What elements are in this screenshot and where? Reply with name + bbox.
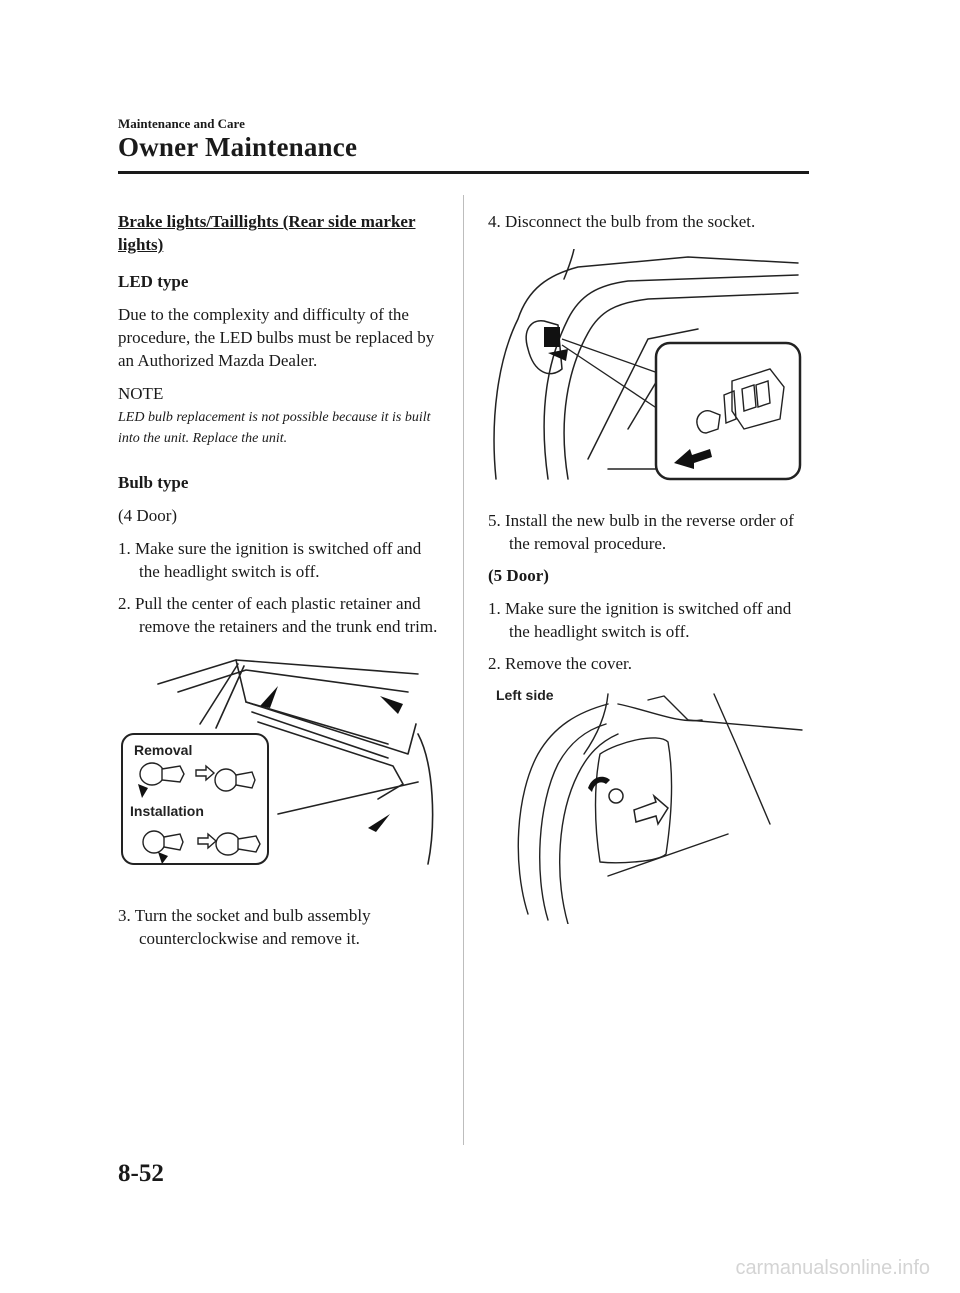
pull-arrow-icon <box>634 796 668 824</box>
title-rule <box>118 171 809 174</box>
right-step-1: 1. Make sure the ignition is switched off and the headlight switch is off. <box>488 599 792 641</box>
right-column <box>488 210 810 944</box>
left-step-1: 1. Make sure the ignition is switched off and the headlight switch is off. <box>118 539 422 581</box>
arrow-icon <box>380 696 403 714</box>
access-cover <box>596 738 672 863</box>
cover-removal-figure <box>488 684 810 924</box>
note-label: NOTE <box>118 384 164 403</box>
watermark: carmanualsonline.info <box>735 1257 930 1279</box>
right-step-2: 2. Remove the cover. <box>488 654 632 673</box>
left-step-2: 2. Pull the center of each plastic retainer and remove the retainers and the trunk end trim. <box>118 594 438 636</box>
installation-label: Installation <box>130 803 204 819</box>
trunk-outline <box>158 660 418 684</box>
arrow-icon <box>260 686 278 708</box>
cover-knob-icon <box>609 789 623 803</box>
left-side-label: Left side <box>496 687 554 703</box>
right-step-5: 5. Install the new bulb in the reverse order of the removal procedure. <box>488 511 794 553</box>
socket-icon <box>544 327 560 347</box>
trunk-trim-retainer-figure <box>118 654 438 884</box>
bulb-type-heading: Bulb type <box>118 473 189 492</box>
retainer-clip <box>140 763 164 785</box>
note-text: LED bulb replacement is not possible because it is built into the unit. Replace the unit. <box>118 410 431 446</box>
column-divider <box>463 195 464 1145</box>
left-column <box>118 210 438 959</box>
four-door-label: (4 Door) <box>118 506 178 525</box>
bulb-detail-inset <box>656 343 800 479</box>
led-type-text: Due to the complexity and difficulty of the procedure, the LED bulbs must be replaced by an Authorized Mazda Dealer. <box>118 305 435 370</box>
bulb-socket-figure <box>488 249 810 489</box>
retainer-clip <box>215 769 237 791</box>
removal-label: Removal <box>134 742 193 758</box>
section-heading: Brake lights/Taillights (Rear side marker lights) <box>118 212 416 254</box>
retainer-clip <box>216 833 240 855</box>
left-step-3: 3. Turn the socket and bulb assembly counterclockwise and remove it. <box>118 906 371 948</box>
arrow-icon <box>368 814 390 832</box>
turn-arrow-icon <box>588 777 610 792</box>
page-number: 8-52 <box>118 1160 164 1187</box>
page-title: Owner Maintenance <box>118 132 358 162</box>
retainer-clip <box>143 831 165 853</box>
right-step-4: 4. Disconnect the bulb from the socket. <box>488 212 756 231</box>
five-door-label: (5 Door) <box>488 566 549 585</box>
arrow-icon <box>548 349 568 361</box>
led-type-heading: LED type <box>118 272 189 291</box>
section-label: Maintenance and Care <box>118 116 245 131</box>
